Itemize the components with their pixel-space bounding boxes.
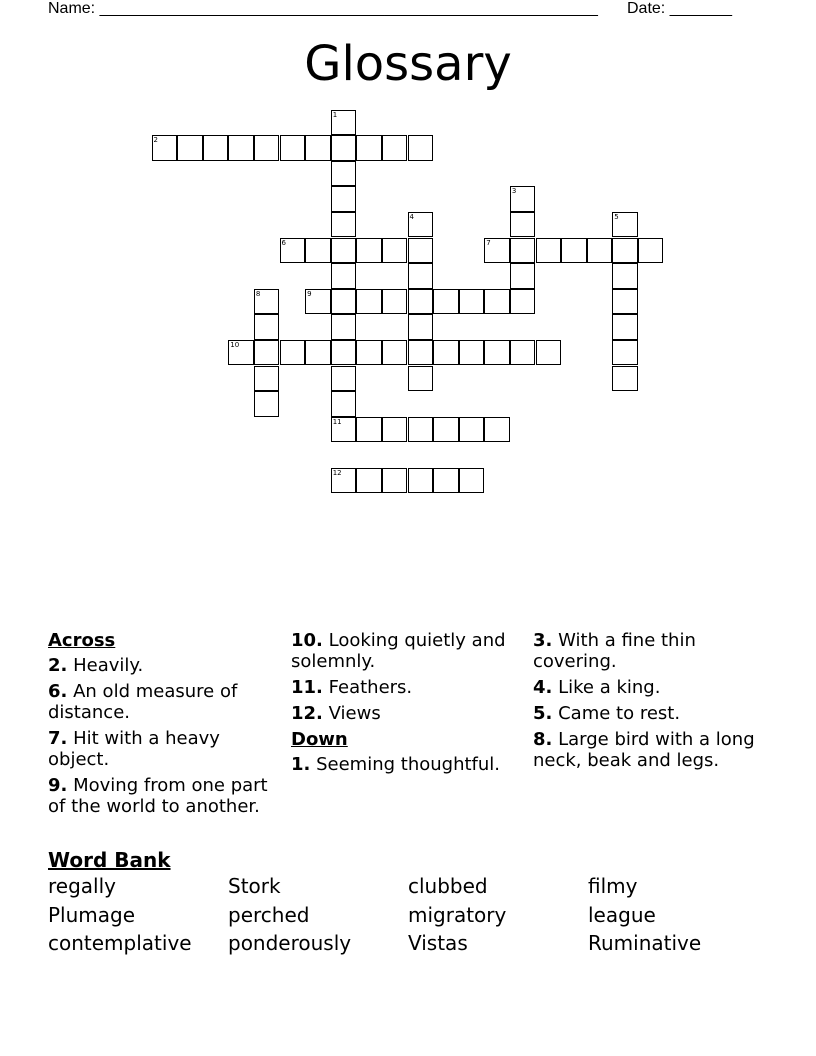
crossword-cell[interactable] [305,340,331,366]
name-field-label: Name: ________________________________________________________ [48,0,598,17]
word-bank-item: contemplative [48,931,192,955]
clue-across-11 [291,677,521,698]
word-bank-item: Vistas [408,931,468,955]
clue-number: 3. [533,630,553,651]
crossword-cell[interactable] [382,340,408,366]
clue-down-5 [533,703,763,724]
clue-number: 1. [291,754,311,775]
crossword-cell[interactable] [280,340,306,366]
crossword-cell[interactable] [228,340,254,366]
crossword-cell[interactable] [408,417,434,443]
crossword-cell[interactable] [536,340,562,366]
clues-column-1 [48,630,278,822]
across-heading: Across [48,630,116,651]
clue-number-label: 8 [255,289,261,298]
crossword-cell[interactable] [254,135,280,161]
crossword-cell[interactable] [612,263,638,289]
clues-column-2 [291,630,521,780]
crossword-cell[interactable] [408,340,434,366]
crossword-cell[interactable] [408,263,434,289]
clue-number: 5. [533,703,553,724]
crossword-cell[interactable] [510,263,536,289]
clue-number-label: 6 [281,238,286,247]
crossword-cell[interactable] [280,135,306,161]
crossword-cell[interactable] [305,289,331,315]
clue-number-label: 2 [153,136,158,145]
crossword-cell[interactable] [254,366,280,392]
clue-text: With a fine thin covering. [533,630,696,672]
crossword-cell[interactable] [203,135,229,161]
clue-number-label: 5 [614,212,619,221]
crossword-cell[interactable] [459,417,485,443]
clue-number: 9. [48,775,68,796]
crossword-cell[interactable] [510,238,536,264]
crossword-cell[interactable] [356,468,382,494]
clue-text: Looking quietly and solemnly. [291,630,506,672]
crossword-cell[interactable] [484,340,510,366]
clue-down-4 [533,677,763,698]
clue-number-label: 1 [332,110,338,119]
crossword-cell[interactable] [331,135,357,161]
word-bank-item: clubbed [408,874,488,898]
word-bank-item: perched [228,903,310,927]
crossword-cell[interactable] [228,135,254,161]
clue-across-9 [48,775,278,817]
clue-number-label: 9 [307,289,312,298]
clue-text: An old measure of distance. [48,681,238,723]
clue-number: 2. [48,655,68,676]
clue-number: 10. [291,630,323,651]
crossword-cell[interactable] [408,468,434,494]
crossword-cell[interactable] [433,417,459,443]
crossword-cell[interactable] [612,340,638,366]
crossword-cell[interactable] [459,468,485,494]
crossword-cell[interactable] [331,468,357,494]
crossword-cell[interactable] [510,289,536,315]
crossword-cell[interactable] [305,135,331,161]
crossword-cell[interactable] [459,340,485,366]
clue-number: 11. [291,677,323,698]
crossword-cell[interactable] [331,366,357,392]
crossword-cell[interactable] [280,238,306,264]
crossword-cell[interactable] [408,135,434,161]
crossword-cell[interactable] [459,289,485,315]
word-bank-item: ponderously [228,931,352,955]
crossword-cell[interactable] [382,238,408,264]
crossword-cell[interactable] [510,212,536,238]
crossword-cell[interactable] [331,263,357,289]
clue-number: 12. [291,703,323,724]
crossword-cell[interactable] [408,289,434,315]
crossword-cell[interactable] [305,238,331,264]
word-bank-item: regally [48,874,116,898]
crossword-cell[interactable] [408,366,434,392]
clue-text: Like a king. [558,677,661,698]
clue-number-label: 4 [409,212,414,221]
crossword-cell[interactable] [254,314,280,340]
crossword-cell[interactable] [254,340,280,366]
crossword-cell[interactable] [408,238,434,264]
crossword-cell[interactable] [484,289,510,315]
clue-number: 6. [48,681,68,702]
word-bank-item: league [588,903,656,927]
crossword-cell[interactable] [612,289,638,315]
clue-down-1 [291,754,521,775]
clue-across-6 [48,681,278,723]
crossword-cell[interactable] [254,289,280,315]
crossword-cell[interactable] [177,135,203,161]
clue-down-3 [533,630,763,672]
clues-column-3 [533,630,763,776]
word-bank-item: Ruminative [588,931,702,955]
crossword-cell[interactable] [382,417,408,443]
crossword-cell[interactable] [408,212,434,238]
crossword-cell[interactable] [484,417,510,443]
crossword-cell[interactable] [612,212,638,238]
crossword-cell[interactable] [356,135,382,161]
crossword-cell[interactable] [408,314,434,340]
crossword-cell[interactable] [356,340,382,366]
clue-text: Hit with a heavy object. [48,728,220,770]
word-bank-item: migratory [408,903,507,927]
word-bank-item: Stork [228,874,281,898]
clue-number: 4. [533,677,553,698]
clue-number-label: 7 [486,238,491,247]
crossword-cell[interactable] [356,289,382,315]
crossword-cell[interactable] [510,186,536,212]
clue-number-label: 12 [332,468,342,477]
crossword-cell[interactable] [382,289,408,315]
crossword-cell[interactable] [331,110,357,136]
crossword-cell[interactable] [356,417,382,443]
crossword-cell[interactable] [382,468,408,494]
crossword-cell[interactable] [331,186,357,212]
crossword-cell[interactable] [638,238,664,264]
crossword-cell[interactable] [484,238,510,264]
crossword-cell[interactable] [331,417,357,443]
word-bank-heading: Word Bank [48,848,171,872]
crossword-cell[interactable] [612,314,638,340]
crossword-cell[interactable] [331,161,357,187]
clue-across-2 [48,655,278,676]
clue-across-12 [291,703,521,724]
clue-number-label: 3 [511,187,517,196]
crossword-cell[interactable] [331,289,357,315]
clue-number: 8. [533,729,553,750]
crossword-cell[interactable] [382,135,408,161]
crossword-cell[interactable] [536,238,562,264]
crossword-cell[interactable] [254,391,280,417]
crossword-cell[interactable] [331,340,357,366]
date-field-label: Date: _______ [627,0,732,17]
crossword-cell[interactable] [356,238,382,264]
clue-number-label: 10 [230,340,240,349]
crossword-cell[interactable] [331,212,357,238]
crossword-cell[interactable] [587,238,613,264]
crossword-cell[interactable] [152,135,178,161]
crossword-cell[interactable] [612,366,638,392]
crossword-cell[interactable] [510,340,536,366]
clue-text: Seeming thoughtful. [316,754,501,775]
crossword-cell[interactable] [433,468,459,494]
clue-text: Moving from one part of the world to another. [48,775,268,817]
clue-down-8 [533,729,763,771]
crossword-cell[interactable] [612,238,638,264]
crossword-cell[interactable] [433,340,459,366]
crossword-cell[interactable] [433,289,459,315]
word-bank-item: Plumage [48,903,136,927]
clue-text: Heavily. [73,655,144,676]
crossword-cell[interactable] [331,314,357,340]
clue-text: Feathers. [328,677,413,698]
clue-text: Views [328,703,381,724]
down-heading: Down [291,729,348,750]
page-title: Glossary [304,36,512,92]
clue-across-7 [48,728,278,770]
clue-number-label: 11 [332,417,342,426]
clue-number: 7. [48,728,68,749]
clue-text: Large bird with a long neck, beak and legs. [533,729,755,771]
crossword-cell[interactable] [561,238,587,264]
crossword-cell[interactable] [331,391,357,417]
word-bank-item: filmy [588,874,638,898]
clue-text: Came to rest. [558,703,681,724]
clue-across-10 [291,630,521,672]
crossword-cell[interactable] [331,238,357,264]
